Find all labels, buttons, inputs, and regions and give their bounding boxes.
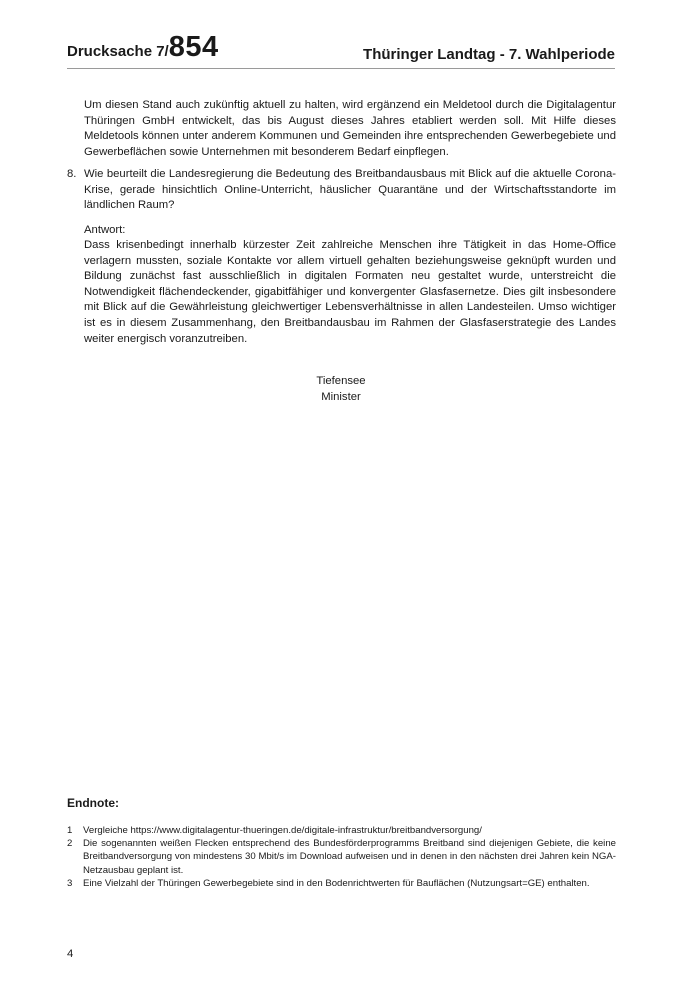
parliament-title: Thüringer Landtag - 7. Wahlperiode — [363, 46, 615, 63]
endnotes-list — [67, 824, 616, 890]
endnote-number: 1 — [67, 825, 73, 836]
page-header — [67, 31, 615, 69]
endnote-text: Vergleiche https://www.digitalagentur-thueringen.de/digitale-infrastruktur/breitbandversorgung/ — [83, 825, 482, 836]
endnote-text: Eine Vielzahl der Thüringen Gewerbegebiete sind in den Bodenrichtwerten für Bauflächen (Nutzungsart=GE) enthalten. — [83, 877, 590, 889]
document-number — [67, 31, 219, 64]
signature-title: Minister — [321, 391, 361, 403]
document-number-value: 854 — [168, 31, 219, 63]
signature-name: Tiefensee — [316, 375, 366, 387]
answer-label: Antwort: — [84, 224, 126, 236]
endnote-item — [67, 877, 616, 890]
endnote-item — [67, 837, 616, 877]
endnote-number: 3 — [67, 877, 73, 889]
endnote-text: Die sogenannten weißen Flecken entsprechend des Bundesförderprogramms Breitband sind diejenigen Gebiete, die keine Breitbandversorgung von mindestens 30 Mbit/s im Download aufweisen und in denen in den nächsten drei Jahren kein NGA-Netzausbau geplant ist. — [83, 838, 616, 876]
endnote-number: 2 — [67, 838, 73, 850]
page-number: 4 — [67, 948, 74, 960]
answer-text: Dass krisenbedingt innerhalb kürzester Zeit zahlreiche Menschen ihre Tätigkeit in das Home-Office verlagern mussten, soziale Kontakte vor allem virtuell gehalten beziehungsweise geknüpft wurden und Bildung zunächst fast ausschließlich in digitalen Formaten neu gestaltet wurde, unterstreicht die Notwendigkeit flächendeckender, gigabitfähiger und konvergenter Glasfasernetze. Dies gilt insbesondere mit Blick auf die Gewährleistung gleichwertiger Lebensverhältnisse in allen Landesteilen. Umso wichtiger ist es in diesem Zusammenhang, den Breitbandausbau im Rahmen der Glasfaserstrategie des Landes weiter energisch voranzutreiben. — [84, 239, 616, 345]
endnotes-title: Endnote: — [67, 796, 119, 810]
document-number-prefix: Drucksache 7/ — [67, 43, 169, 60]
intro-paragraph: Um diesen Stand auch zukünftig aktuell zu halten, wird ergänzend ein Meldetool durch die Digitalagentur Thüringen GmbH entwickelt, das bis August dieses Jahres etabliert werden soll. Mit Hilfe dieses Meldetools können unter anderem Kommunen und Gemeinden ihre entsprechenden Gewerbegebiete und Gewerbeflächen sowie Unternehmen mit besonderem Bedarf einpflegen. — [84, 99, 616, 158]
endnote-item — [67, 824, 616, 837]
question-text: Wie beurteilt die Landesregierung die Bedeutung des Breitbandausbaus mit Blick auf die aktuelle Corona-Krise, gerade hinsichtlich Online-Unterricht, häuslicher Quarantäne und der Wirtschaftsstandorte im ländlichen Raum? — [84, 168, 616, 212]
question-number: 8. — [67, 168, 77, 180]
question-item — [67, 167, 616, 214]
